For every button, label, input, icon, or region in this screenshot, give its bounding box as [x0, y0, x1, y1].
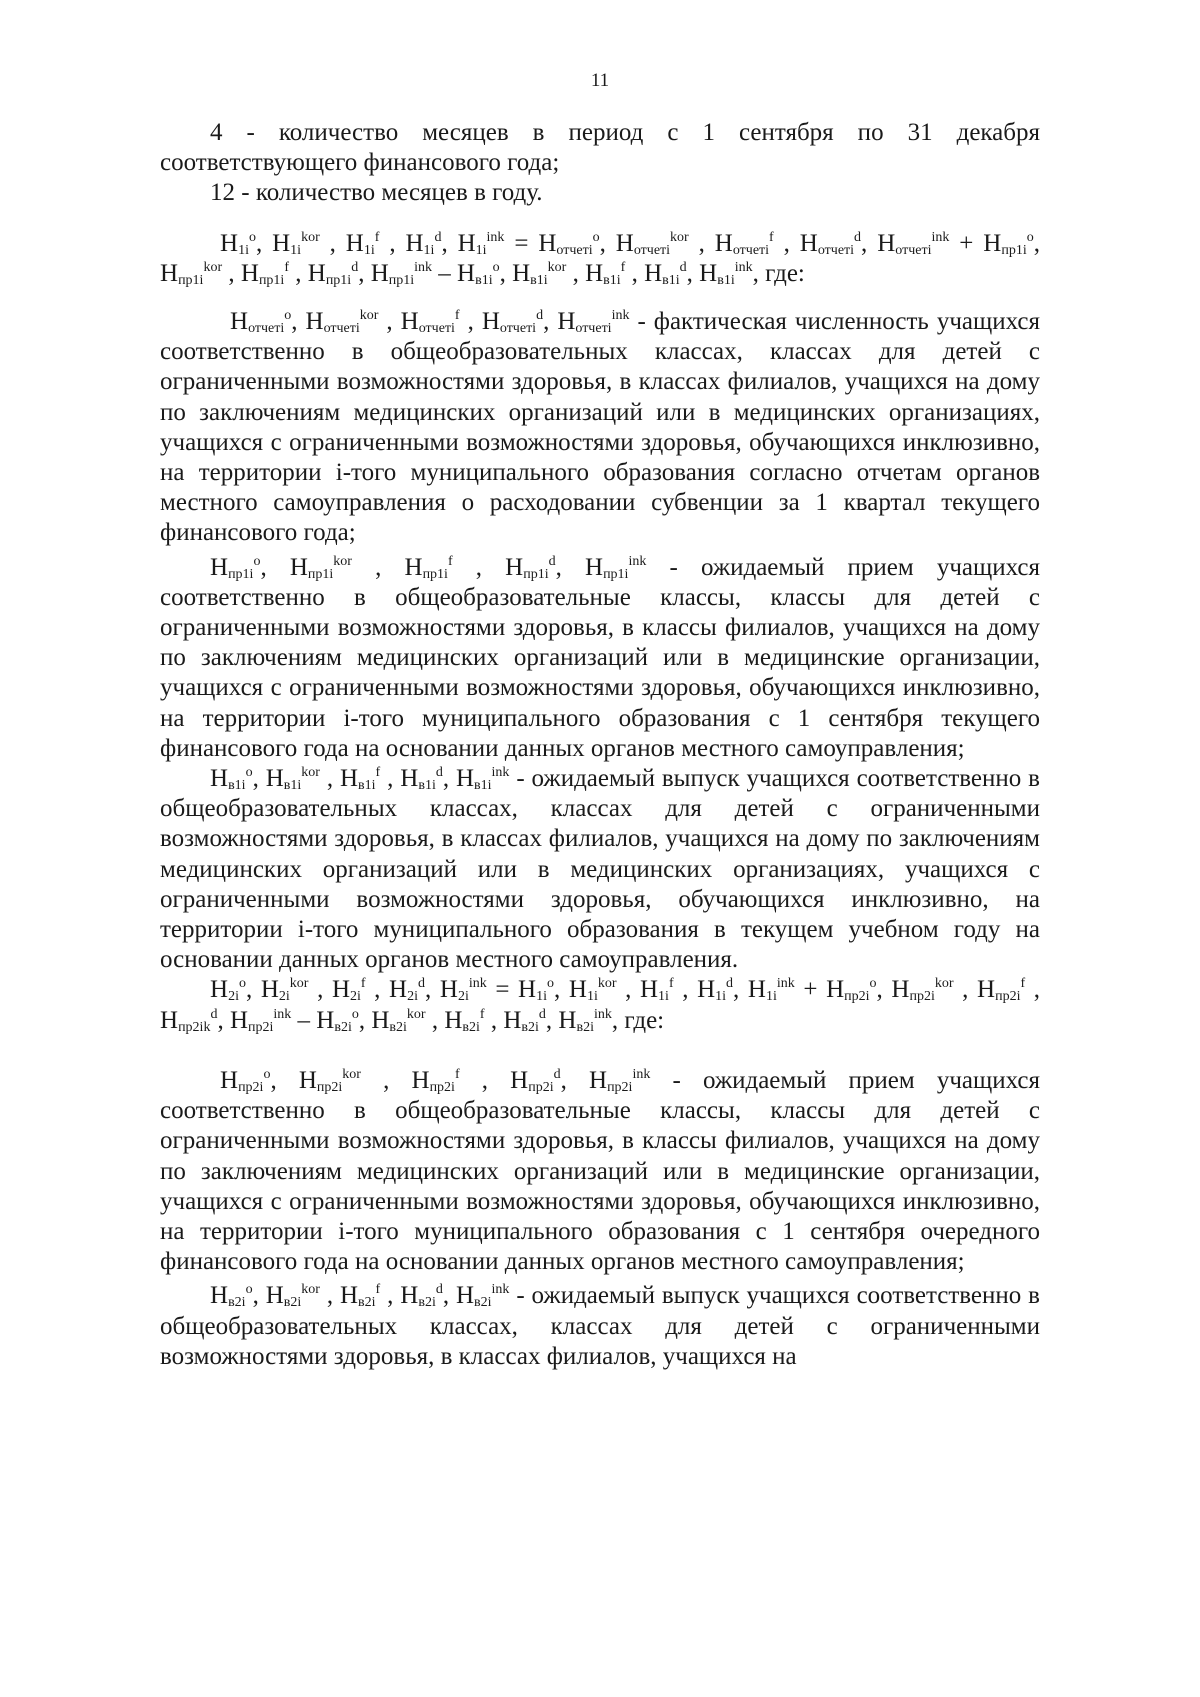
definition-h-graduation-2: $H_{в2i}^o$, $H_{в2i}^{kor}$ , $H_{в2i}^f$ , $H_{в2i}^d$, $H_{в2i}^{ink}$ - ожидаемый выпуск учащихся соответственно в общеобразовательных классах, классах для детей с ограниченными возможностями здоровья, в классах филиалов, учащихся на: [160, 1282, 1040, 1370]
definition-h-graduation-1: $H_{в1i}^o$, $H_{в1i}^{kor}$ , $H_{в1i}^f$ , $H_{в1i}^d$, $H_{в1i}^{ink}$ - ожидаемый выпуск учащихся соответственно в общеобразовательных классах, классах для детей с ограниченными возможностями здоровья, в классах филиалов, учащихся на дому по заключениям медицинских организаций или в медицинских организациях, учащихся с ограниченными возможностями здоровья, обучающихся инклюзивно, на территории i-того муниципального образования в текущем учебном году на основании данных органов местного самоуправления.: [160, 765, 1040, 974]
formula-h2: $H_{2i}^o$, $H_{2i}^{kor}$ , $H_{2i}^f$ , $H_{2i}^d$, $H_{2i}^{ink} = H_{1i}^o$, $H_{1i}^{kor}$ , $H_{1i}^f$ , $H_{1i}^d$, $H_{1i}^{ink} + H_{пр2i}^o$, $H_{пр2i}^{kor}$ , $H_{пр2i}^f$ , $H_{пр2ik}^d$, $H_{пр2i}^{ink} - H_{в2i}^o$, $H_{в2i}^{kor}$ , $H_{в2i}^f$ , $H_{в2i}^d$, $H_{в2i}^{ink}$, где:: [160, 976, 1041, 1035]
page-number: 11: [590, 70, 610, 91]
formula-h1: $H_{1i}^o$, $H_{1i}^{kor}$ , $H_{1i}^f$ , $H_{1i}^d$, $H_{1i}^{ink} = H_{отчетi}^o$, $H_{отчетi}^{kor}$ , $H_{отчетi}^f$ , $H_{отчетi}^d$, $H_{отчетi}^{ink} + H_{пр1i}^o$, $H_{пр1i}^{kor}$ , $H_{пр1i}^f$ , $H_{пр1i}^d$, $H_{пр1i}^{ink} - H_{в1i}^o$, $H_{в1i}^{kor}$ , $H_{в1i}^f$ , $H_{в1i}^d$, $H_{в1i}^{ink}$, где:: [160, 229, 1040, 288]
definition-h-admission-1: $H_{пр1i}^o$, $H_{пр1i}^{kor}$ , $H_{пр1i}^f$ , $H_{пр1i}^d$, $H_{пр1i}^{ink}$ - ожидаемый прием учащихся соответственно в общеобразовательные классы, классы для детей с ограниченными возможностями здоровья, в классы филиалов, учащихся на дому по заключениям медицинских организаций или в медицинские организации, учащихся с ограниченными возможностями здоровья, обучающихся инклюзивно, на территории i-того муниципального образования с 1 сентября текущего финансового года на основании данных органов местного самоуправления;: [160, 553, 1041, 762]
page-body: [160, 118, 1040, 1372]
definition-h-admission-2: $H_{пр2i}^o$, $H_{пр2i}^{kor}$ , $H_{пр2i}^f$ , $H_{пр2i}^d$, $H_{пр2i}^{ink}$ - ожидаемый прием учащихся соответственно в общеобразовательные классы, классы для детей с ограниченными возможностями здоровья, в классы филиалов, учащихся на дому по заключениям медицинских организаций или в медицинские организации, учащихся с ограниченными возможностями здоровья, обучающихся инклюзивно, на территории i-того муниципального образования с 1 сентября очередного финансового года на основании данных органов местного самоуправления;: [160, 1066, 1041, 1276]
paragraph-months-year: 12 - количество месяцев в году.: [210, 179, 543, 207]
paragraph-months-period: 4 - количество месяцев в период с 1 сентября по 31 декабря соответствующего финансового года;: [160, 119, 1040, 177]
definition-h-report: $H_{отчетi}^o$, $H_{отчетi}^{kor}$ , $H_{отчетi}^f$ , $H_{отчетi}^d$, $H_{отчетi}^{ink}$ - фактическая численность учащихся соответственно в общеобразовательных классах, классах для детей с ограниченными возможностями здоровья, в классах филиалов, учащихся на дому по заключениям медицинских организаций или в медицинских организациях, учащихся с ограниченными возможностями здоровья, обучающихся инклюзивно, на территории i-того муниципального образования согласно отчетам органов местного самоуправления о расходовании субвенции за 1 квартал текущего финансового года;: [160, 308, 1040, 547]
